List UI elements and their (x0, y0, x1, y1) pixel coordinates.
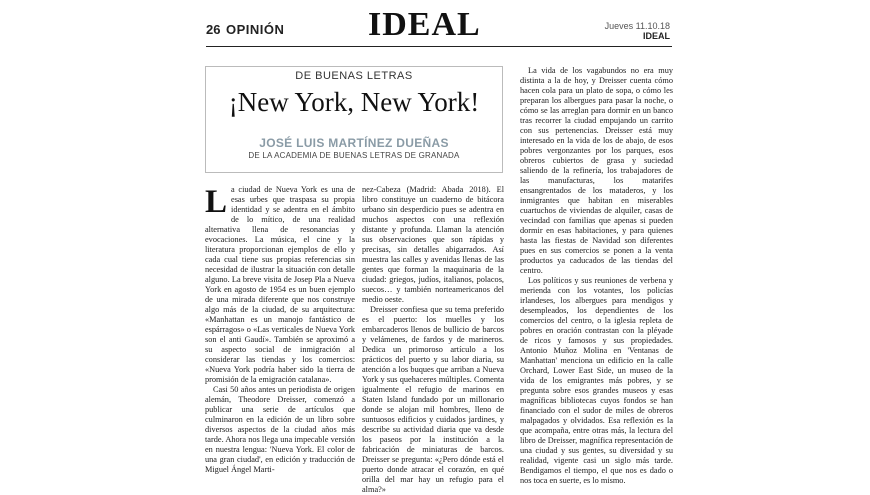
page-number: 26 (206, 22, 221, 37)
article-column-3 (520, 66, 673, 486)
paragraph-text: a ciudad de Nueva York es una de esas urbes que traspasa su propia identidad y se adentra en el ámbito de lo mítico, de una realidad alternativa llena de resonancias y evocaciones. La música, el cine y la literatura proporcionan ejemplos de ello y cada cual tiene sus propias referencias sin necesidad de ilustrar la situación con detalle alguno. La breve visita de Josep Pla a Nueva York en agosto de 1954 es un buen ejemplo de una mirada diferente que nos construye algo más de la ciudad, de su arquitectura: «Manhattan es un manojo fantástico de espárragos» o «Las verticales de Nueva York son el anti Gaudí». También se aproximó a su aspecto social de inmigración al considerar las tiendas y los comercios: «Nueva York podría haber sido la tierra de promisión de la emigración catalana». (205, 185, 355, 384)
article-author: JOSÉ LUIS MARTÍNEZ DUEÑAS (259, 136, 449, 150)
issue-date: Jueves 11.10.18 (604, 21, 670, 31)
author-affiliation: DE LA ACADEMIA DE BUENAS LETRAS DE GRANADA (248, 151, 460, 160)
article-header-box (205, 66, 503, 173)
paragraph: Casi 50 años antes un periodista de origen alemán, Theodore Dreisser, comenzó a publicar una serie de artículos que culminaron en la edición de un libro sobre diversos aspectos de la ciudad años más tarde. Ahora nos llega una impecable versión en nuestra lengua: 'Nueva York. El color de una gran ciudad', en edición y traducción de Miguel Ángel Marti- (205, 385, 355, 474)
paragraph: La vida de los vagabundos no era muy distinta a la de hoy, y Dreisser cuenta cómo hacen cola para un plato de sopa, o cómo les preparan los albergues para pasar la noche, o cómo se las arreglan para dormir en un banco tras recorrer la ciudad empujando un carrito con sus pertenencias. Dreisser está muy interesado en la vida de los de abajo, de esos pobres vergonzantes por los parques, esos obreros cubiertos de grasa y suciedad saliendo de la refinería, los trabajadores de las manufacturas, los matarifes ensangrentados de los mataderos, y los inmigrantes que habitan en miserables cuartuchos de viviendas de alquiler, casas de vecindad con familias que apenas si pueden dormir en esas habitaciones, y para quienes hasta las fiestas de Navidad son diferentes pues en sus comercios se ponen a la venta productos ya caducados de las tiendas del centro. (520, 66, 673, 275)
article-kicker: DE BUENAS LETRAS (295, 70, 413, 82)
paragraph: Los políticos y sus reuniones de verbena y merienda con los votantes, los policías irlandeses, los albergues para mendigos y desempleados, los dependientes de los comercios del centro, o la iglesia repleta de pobres en oración contrastan con la pléyade de ricos y famosos y sus propiedades. Antonio Muñoz Molina en 'Ventanas de Manhattan' menciona un edificio en la calle Orchard, Lower East Side, un museo de la vida de los emigrantes más pobres, y se pregunta sobre esos grandes museos y esas magníficas bibliotecas cuyos fondos se han financiado con el sudor de miles de obreros malpagados y olvidados. Esa reflexión es la que acompaña, entre otras más, la lectura del libro de Dreisser, magnífica representación de una ciudad y sus gentes, su diversidad y su realidad, vigente casi un siglo más tarde. Bendigamos el tiempo, el que nos es dado o nos toca en suerte, es lo mismo. (520, 276, 673, 485)
masthead-logo: IDEAL (368, 6, 481, 43)
header-rule (206, 46, 672, 47)
article-column-1 (205, 185, 355, 475)
paragraph: nez-Cabeza (Madrid: Abada 2018). El libro constituye un cuaderno de bitácora urbano sin desperdicio pues se adentra en muchos aspectos con una reflexión distante y profunda. Llaman la atención sus observaciones que son rápidas y precisas, sin detalles abigarrados. Así muestra las calles y avenidas llenas de las gentes que forman la maquinaria de la ciudad: griegos, judíos, italianos, polacos, suecos… y también norteamericanos del medio oeste. (362, 185, 504, 304)
article-headline: ¡New York, New York! (228, 87, 480, 117)
paragraph (205, 185, 355, 385)
article-column-2 (362, 185, 504, 495)
section-title: OPINIÓN (226, 22, 285, 37)
paragraph: Dreisser confiesa que su tema preferido es el puerto: los muelles y los embarcaderos llenos de bullicio de barcos y velámenes, de fardos y de marineros. Dedica un primoroso artículo a los prácticos del puerto y su labor diaria, su atención a los buques que arriban a Nueva York y sus quehaceres múltiples. Comenta igualmente el refugio de marinos en Staten Island fundado por un millonario donde se alojan mil hombres, lleno de suntuosos edificios y cuidados jardines, y describe su actividad diaria que va desde los paseos por la institución a la fabricación de miniaturas de barcos. Dreisser se pregunta: «¿Pero dónde está el puerto donde atracar el corazón, en qué orilla del mar hay un refugio para el alma?» (362, 305, 504, 494)
paper-name: IDEAL (643, 31, 670, 41)
drop-cap: L (205, 184, 228, 220)
